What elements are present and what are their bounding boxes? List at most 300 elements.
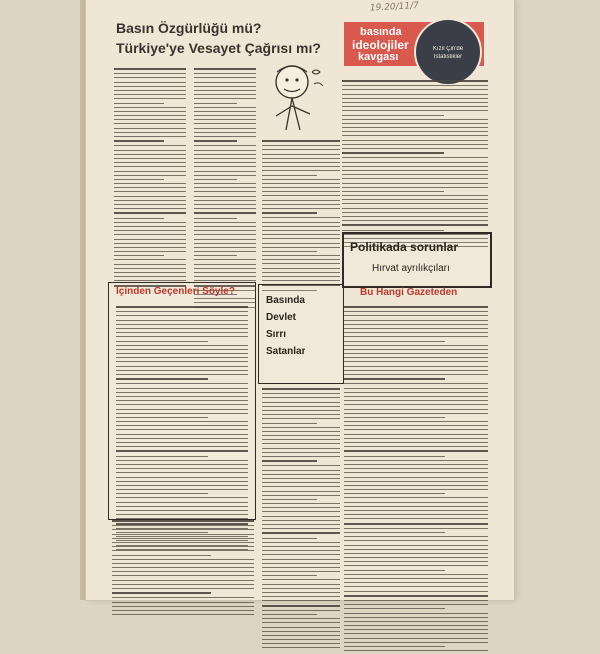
text-line [344, 320, 488, 321]
text-line [344, 434, 488, 435]
text-line [114, 204, 186, 205]
text-line [114, 191, 186, 192]
text-line [116, 361, 248, 362]
text-line [112, 588, 254, 589]
text-line [114, 218, 164, 219]
text-line [262, 243, 340, 244]
text-line [344, 370, 488, 371]
text-line [344, 540, 488, 541]
text-line [344, 591, 488, 592]
text-line [342, 212, 488, 213]
text-line [114, 107, 186, 108]
text-line [114, 82, 186, 83]
text-line [262, 448, 340, 449]
text-line [112, 614, 254, 615]
text-line [116, 481, 248, 482]
text-line [342, 110, 488, 111]
text-line [194, 162, 256, 163]
text-line [262, 618, 340, 619]
text-line [344, 383, 488, 384]
text-line [344, 557, 488, 558]
text-line [342, 89, 488, 90]
text-line [112, 602, 254, 603]
text-line [114, 183, 186, 184]
text-line [342, 115, 444, 116]
text-line [262, 217, 340, 218]
text-line [112, 529, 254, 530]
text-line [342, 199, 488, 200]
text-line [344, 536, 488, 537]
text-line [262, 191, 340, 192]
text-line [116, 366, 248, 367]
text-line [194, 107, 256, 108]
text-line [344, 582, 488, 583]
text-line [344, 646, 445, 647]
text-line [194, 119, 256, 120]
text-line [262, 559, 340, 560]
text-line [262, 212, 317, 214]
text-line [262, 259, 340, 260]
text-line [262, 600, 340, 601]
text-line [116, 306, 248, 308]
text-line [262, 251, 317, 252]
text-line [112, 546, 254, 547]
text-line [194, 268, 256, 269]
text-line [116, 489, 248, 490]
text-line [116, 388, 248, 389]
text-line [114, 179, 164, 180]
text-line [114, 276, 186, 277]
text-line [344, 306, 488, 308]
text-line [342, 230, 444, 231]
text-line [116, 514, 248, 515]
text-line [114, 234, 186, 235]
text-line [114, 150, 186, 151]
text-line [112, 597, 254, 598]
text-line [262, 622, 340, 623]
text-line [262, 230, 340, 231]
text-line [194, 77, 256, 78]
text-line [342, 152, 444, 154]
text-line [344, 472, 488, 473]
text-line [112, 575, 254, 576]
text-line [262, 410, 340, 411]
text-line [262, 183, 340, 184]
text-line [194, 111, 256, 112]
text-line [112, 563, 254, 564]
text-line [262, 166, 340, 167]
text-line [114, 158, 186, 159]
text-line [262, 238, 340, 239]
text-line [344, 518, 488, 519]
col-icinden [116, 306, 248, 553]
text-line [344, 413, 488, 414]
text-line [114, 86, 186, 87]
col-mid-top [194, 68, 256, 311]
text-line [114, 208, 186, 209]
text-line [344, 625, 488, 626]
text-line [262, 200, 340, 201]
text-line [262, 596, 340, 597]
text-line [262, 406, 340, 407]
text-line [344, 315, 488, 316]
text-line [344, 349, 488, 350]
text-line [262, 234, 340, 235]
text-line [344, 493, 445, 494]
text-line [344, 604, 488, 605]
text-line [112, 542, 254, 543]
text-line [194, 82, 256, 83]
text-line [262, 402, 340, 403]
text-line [262, 397, 340, 398]
text-line [262, 639, 340, 640]
text-line [194, 123, 256, 124]
text-line [116, 413, 248, 414]
text-line [262, 208, 340, 209]
text-line [194, 196, 256, 197]
text-line [262, 627, 340, 628]
text-line [262, 154, 340, 155]
text-line [262, 511, 340, 512]
text-line [262, 179, 340, 180]
text-line [342, 98, 488, 99]
text-line [116, 497, 248, 498]
text-line [262, 643, 340, 644]
devlet-line-4: Satanlar [266, 346, 306, 357]
text-line [262, 247, 340, 248]
text-line [194, 200, 256, 201]
text-line [114, 123, 186, 124]
text-line [344, 523, 488, 525]
text-line [194, 204, 256, 205]
text-line [194, 140, 237, 142]
text-line [342, 208, 488, 209]
banner-line-3: kavgası [358, 51, 399, 63]
text-line [262, 584, 340, 585]
text-line [262, 435, 340, 436]
text-line [116, 341, 208, 342]
text-line [262, 170, 340, 171]
text-line [262, 579, 340, 580]
text-line [342, 106, 488, 107]
text-line [194, 230, 256, 231]
devlet-title [266, 292, 305, 360]
text-line [114, 268, 186, 269]
text-line [262, 393, 340, 394]
text-line [262, 470, 340, 471]
text-line [344, 489, 488, 490]
text-line [342, 144, 488, 145]
text-line [114, 140, 164, 142]
text-line [344, 388, 488, 389]
stamp-line-1: Kızıl Çin'de [432, 46, 464, 52]
text-line [262, 546, 340, 547]
banner-line-2: ideolojiler [352, 38, 409, 52]
text-line [116, 315, 248, 316]
text-line [116, 464, 248, 465]
text-line [112, 520, 254, 522]
text-line [344, 311, 488, 312]
text-line [344, 328, 488, 329]
text-line [262, 140, 340, 142]
text-line [114, 103, 164, 104]
text-line [194, 243, 256, 244]
text-line [262, 550, 340, 551]
text-line [194, 222, 256, 223]
text-line [262, 162, 340, 163]
text-line [114, 94, 186, 95]
text-line [114, 73, 186, 74]
text-line [262, 532, 340, 534]
text-line [112, 559, 254, 560]
text-line [344, 586, 488, 587]
text-line [262, 614, 317, 615]
text-line [344, 468, 488, 469]
text-line [262, 575, 317, 576]
text-line [344, 497, 488, 498]
text-line [262, 495, 340, 496]
col-right-top [342, 80, 488, 251]
text-line [262, 145, 340, 146]
politika-subtitle: Hırvat ayrılıkçıları [372, 263, 450, 274]
text-line [114, 222, 186, 223]
text-line [194, 183, 256, 184]
text-line [344, 629, 488, 630]
text-line [344, 460, 488, 461]
text-line [194, 272, 256, 273]
text-line [116, 450, 248, 452]
cartoon-figure [262, 60, 332, 140]
text-line [116, 472, 248, 473]
text-line [262, 427, 340, 428]
text-line [262, 280, 340, 281]
text-line [112, 580, 254, 581]
text-line [262, 465, 340, 466]
text-line [262, 503, 340, 504]
text-line [342, 94, 488, 95]
text-line [262, 588, 340, 589]
text-line [344, 595, 488, 597]
text-line [114, 162, 186, 163]
text-line [194, 179, 237, 180]
text-line [116, 417, 208, 418]
text-line [194, 90, 256, 91]
text-line [114, 77, 186, 78]
text-line [344, 561, 488, 562]
headline-line-1: Basın Özgürlüğü mü? [116, 20, 262, 36]
text-line [114, 200, 186, 201]
text-line [194, 128, 256, 129]
text-line [114, 212, 186, 214]
text-line [114, 243, 186, 244]
text-line [262, 647, 340, 648]
main-headline [116, 18, 341, 60]
text-line [262, 567, 340, 568]
text-line [116, 493, 208, 494]
text-line [112, 550, 254, 551]
text-line [116, 429, 248, 430]
text-line [344, 506, 488, 507]
text-line [116, 485, 248, 486]
text-line [262, 226, 340, 227]
text-line [116, 421, 248, 422]
text-line [344, 446, 488, 447]
text-line [262, 520, 340, 521]
text-line [344, 600, 488, 601]
text-line [344, 324, 488, 325]
text-line [112, 538, 254, 539]
text-line [262, 414, 340, 415]
text-line [112, 534, 254, 535]
text-line [116, 510, 248, 511]
text-line [114, 264, 186, 265]
text-line [344, 633, 488, 634]
text-line [116, 468, 248, 469]
text-line [344, 366, 488, 367]
text-line [194, 226, 256, 227]
text-line [262, 175, 317, 176]
text-line [342, 203, 488, 204]
text-line [262, 563, 340, 564]
text-line [112, 525, 254, 526]
banner-line-1: basında [360, 26, 402, 38]
text-line [342, 162, 488, 163]
text-line [116, 446, 248, 447]
text-line [116, 409, 248, 410]
text-line [194, 212, 256, 214]
text-line [112, 610, 254, 611]
text-line [262, 158, 340, 159]
text-line [262, 272, 340, 273]
text-line [344, 374, 488, 375]
text-line [344, 477, 488, 478]
text-line [262, 431, 340, 432]
text-line [114, 166, 186, 167]
text-line [344, 357, 488, 358]
text-line [194, 187, 256, 188]
text-line [262, 605, 340, 607]
text-line [344, 361, 488, 362]
text-line [114, 119, 186, 120]
text-line [114, 251, 186, 252]
text-line [112, 567, 254, 568]
text-line [194, 86, 256, 87]
text-line [114, 171, 186, 172]
text-line [262, 507, 340, 508]
text-line [116, 392, 248, 393]
text-line [262, 418, 340, 419]
text-line [116, 396, 248, 397]
text-line [342, 131, 488, 132]
col-devlet [262, 388, 340, 652]
text-line [344, 514, 488, 515]
text-line [116, 328, 248, 329]
text-line [344, 425, 488, 426]
text-line [262, 443, 340, 444]
headline-line-2: Türkiye'ye Vesayet Çağrısı mı? [116, 40, 321, 56]
text-line [262, 456, 340, 457]
politika-red-title: Bu Hangi Gazeteden [360, 287, 458, 298]
text-line [262, 538, 317, 539]
text-line [116, 502, 248, 503]
text-line [194, 175, 256, 176]
text-line [342, 191, 444, 192]
text-line [344, 332, 488, 333]
text-line [344, 642, 488, 643]
text-line [262, 528, 340, 529]
text-line [116, 383, 248, 384]
text-line [344, 450, 488, 452]
text-line [262, 263, 340, 264]
text-line [344, 464, 488, 465]
text-line [342, 148, 488, 149]
text-line [344, 650, 488, 651]
text-line [262, 482, 340, 483]
text-line [262, 486, 340, 487]
text-line [262, 204, 340, 205]
text-line [112, 592, 211, 594]
text-line [116, 324, 248, 325]
text-line [262, 631, 340, 632]
handwritten-date: 19.20/11/7 [369, 1, 420, 14]
text-line [344, 621, 488, 622]
text-line [262, 149, 340, 150]
text-line [344, 613, 488, 614]
text-line [262, 554, 340, 555]
text-line [344, 345, 488, 346]
text-line [344, 565, 488, 566]
text-line [116, 434, 248, 435]
text-line [344, 574, 488, 575]
text-line [342, 166, 488, 167]
text-line [194, 136, 256, 137]
text-line [344, 400, 488, 401]
text-line [116, 370, 248, 371]
text-line [114, 187, 186, 188]
text-line [116, 311, 248, 312]
text-line [194, 103, 237, 104]
text-line [114, 111, 186, 112]
text-line [114, 154, 186, 155]
text-line [116, 378, 208, 380]
text-line [262, 478, 340, 479]
text-line [116, 353, 248, 354]
devlet-line-3: Sırrı [266, 329, 287, 340]
text-line [116, 404, 248, 405]
text-line [194, 247, 256, 248]
text-line [344, 502, 488, 503]
stamp-line-2: İstatistikler [433, 54, 463, 60]
text-line [194, 255, 237, 256]
text-line [114, 98, 186, 99]
text-line [262, 542, 340, 543]
text-line [116, 456, 208, 457]
text-line [344, 578, 488, 579]
col-bottom-left [112, 520, 254, 618]
text-line [114, 90, 186, 91]
text-line [194, 264, 256, 265]
text-line [262, 255, 340, 256]
text-line [342, 220, 488, 221]
text-line [342, 157, 488, 158]
text-line [114, 145, 186, 146]
text-line [116, 336, 248, 337]
text-line [116, 357, 248, 358]
text-line [194, 98, 256, 99]
text-line [116, 425, 248, 426]
text-line [342, 127, 488, 128]
text-line [262, 499, 317, 500]
